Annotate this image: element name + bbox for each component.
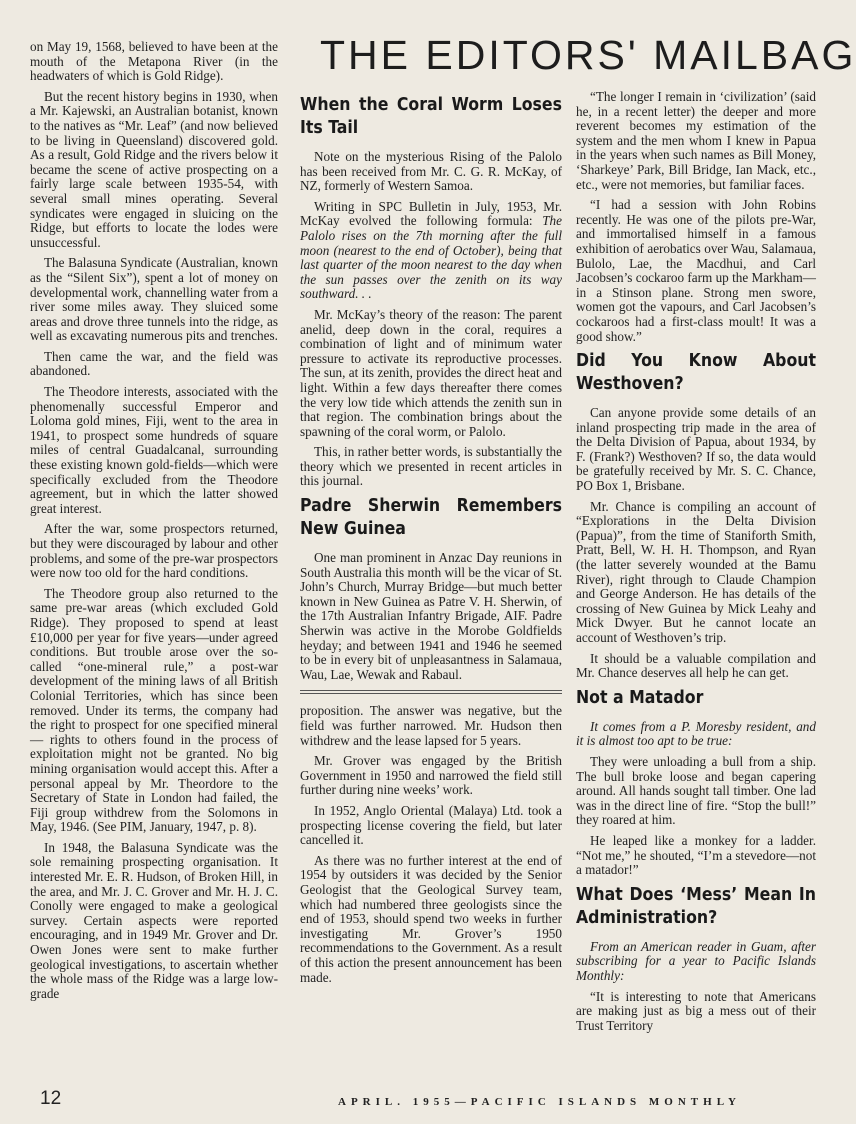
masthead-title: THE EDITORS' MAILBAG — [320, 32, 856, 78]
paragraph: From an American reader in Guam, after subscribing for a year to Pacific Islands Monthly: — [576, 938, 816, 983]
paragraph: on May 19, 1568, believed to have been at the mouth of the Metapona River (in the headwaters of which is Gold Ridge). — [30, 39, 278, 84]
paragraph: The Theodore interests, associated with the phenomenally successful Emperor and Loloma gold mines, Fiji, went to the area in 1941, to prospect some hundreds of square miles of central Guadalcanal, surrounding these existing known gold-fields—which were specifically excluded from the Theodore agreement, but in which the latter showed great interest. — [30, 384, 278, 516]
column-right — [576, 90, 816, 1039]
paragraph: As there was no further interest at the end of 1954 by outsiders it was decided by the Senior Geologist that the Geological Survey team, which had numbered three geologists since the end of 1953, should spend two weeks in further investigating Mr. Grover’s 1950 recommendations to the Government. As a result of this action the present announcement has been made. — [300, 852, 562, 985]
article-heading-padre-sherwin: Padre Sherwin Remembers New Guinea — [300, 496, 562, 540]
paragraph: The Balasuna Syndicate (Australian, known as the “Silent Six”), spent a lot of money on developmental work, channelling water from a river some miles away. They sluiced some areas and drove three tunnels into the ridge, as well as excavating numerous pits and trenches. — [30, 255, 278, 344]
paragraph: But the recent history begins in 1930, when a Mr. Kajewski, an Australian botanist, known to the natives as “Mr. Leaf” (and now believed to be living in Queensland) discovered gold. As a result, Gold Ridge and the rivers below it became the scene of active prospecting on a fairly large scale between 1935-54, with several small mines operating. Several syndicates were engaged in sluicing on the Ridge, but efforts to locate the lodes were unsuccessful. — [30, 88, 278, 250]
article-heading-coral-worm: When the Coral Worm Loses Its Tail — [300, 95, 562, 138]
paragraph: “It is interesting to note that Americans are making just as big a mess out of their Trust Territory — [576, 988, 816, 1033]
running-footer: APRIL. 1955—PACIFIC ISLANDS MONTHLY — [338, 1096, 741, 1108]
paragraph: He leaped like a monkey for a ladder. “Not me,” he shouted, “I’m a stevedore—not a matador!” — [576, 832, 816, 878]
paragraph: They were unloading a bull from a ship. The bull broke loose and began capering around. All hands sought tall timber. One lad was in the direct line of fire. “Stop the bull!” they roared at him. — [576, 753, 816, 828]
paragraph-text: Writing in SPC Bulletin in July, 1953, Mr. McKay evolved the following formula: — [300, 198, 562, 229]
paragraph: After the war, some prospectors returned, but they were discouraged by labour and other problems, and some of the pre-war prospectors were now too old for the hard conditions. — [30, 521, 278, 581]
section-divider — [300, 690, 562, 694]
paragraph: proposition. The answer was negative, but the field was further narrowed. Mr. Hudson then withdrew and the lease lapsed for 5 years. — [300, 703, 562, 748]
formula-text: The Palolo rises on the 7th morning after the full moon (nearest to the end of October), being that last quarter of the moon nearest to the day when the sun passes over the zenith on its way southward. . . — [300, 213, 562, 302]
article-heading-matador: Not a Matador — [576, 687, 704, 708]
article-heading-mess: What Does ‘Mess’ Mean In Administration? — [576, 884, 816, 928]
paragraph: “The longer I remain in ‘civilization’ (said he, in a recent letter) the deeper and more reverent becomes my estimation of the system and the men whom I knew in Papua in the years when such names as Bill Money, ‘Sharkeye’ Park, Bill Bridge, Ian Mack, etc., etc., were not memories, but familiar faces. — [576, 89, 816, 192]
paragraph: The Theodore group also returned to the same pre-war areas (which excluded Gold Ridge). They proposed to spend at least £10,000 per year for five years—under agreed conditions. But trouble arose over the so-called “one-mineral rule,” a post-war development of the mining laws of all British Colonial Territories, which has since been removed. Under its terms, the company had the right to prospect for one specified mineral — rights to others found in the process of exploitation might not be granted. No big mining organisation would accept this. After a personal appeal by Mr. Theordore to the Secretary of State in London had failed, the Fiji group withdrew from the Solomons in May, 1946. (See PIM, January, 1947, p. 8). — [30, 585, 278, 835]
page-number: 12 — [40, 1088, 62, 1109]
column-left — [30, 40, 278, 1007]
paragraph: It should be a valuable compilation and Mr. Chance deserves all help he can get. — [576, 650, 816, 681]
column-middle — [300, 90, 562, 991]
paragraph: Mr. Chance is compiling an account of “Explorations in the Delta Division (Papua)”, from the time of Staniforth Smith, Pratt, Bell, W. H. H. Thompson, and Ryan (the latter severely wounded at the Bamu River), right through to Claude Champion and George Anderson. He has details of the crossing of New Guinea by Mick Leahy and Mick Dwyer. But he cannot locate an account of Westhoven’s trip. — [576, 498, 816, 645]
paragraph: In 1952, Anglo Oriental (Malaya) Ltd. took a prospecting license covering the field, but later cancelled it. — [300, 802, 562, 848]
paragraph: One man prominent in Anzac Day reunions in South Australia this month will be the vicar of St. John’s Church, Murray Bridge—but much better known in New Guinea as Patre V. H. Sherwin, of the 17th Australian Infantry Brigade, AIF. Padre Sherwin was active in the Morobe Goldfields heyday; and between 1941 and 1946 he seemed to be in every bit of unpleasantness in Salamaua, Wau, Lae, Wewak and Rabaul. — [300, 550, 562, 682]
paragraph: It comes from a P. Moresby resident, and it is almost too apt to be true: — [576, 718, 816, 749]
paragraph: Can anyone provide some details of an inland prospecting trip made in the area of the Delta Division of Papua, about 1934, by F. (Frank?) Westhoven? If so, the data would be gratefully received by Mr. S. C. Chance, PO Box 1, Brisbane. — [576, 405, 816, 494]
paragraph: In 1948, the Balasuna Syndicate was the sole remaining prospecting organisation. It interested Mr. E. R. Hudson, of Broken Hill, in the area, and Mr. J. C. Grover and Mr. H. J. C. Conolly were engaged to make a geological survey. Certain aspects were reported encouraging, and in 1949 Mr. Grover and Dr. Owen Jones were sent to make further geological investigations, to ascertain whether the whole mass of the Ridge was a large low-grade — [30, 839, 278, 1001]
paragraph: Mr. Grover was engaged by the British Government in 1950 and narrowed the field still further during nine weeks’ work. — [300, 753, 562, 798]
paragraph: Note on the mysterious Rising of the Palolo has been received from Mr. C. G. R. McKay, of NZ, formerly of Western Samoa. — [300, 149, 562, 194]
paragraph: “I had a session with John Robins recently. He was one of the pilots pre-War, and immortalised himself in a famous exhibition of aerobatics over Wau, Salamaua, Bulolo, Lae, the Macdhui, and Carl Jacobsen’s cockaroo farm up the Markham—in a Stinson plane. Strong men swore, women got the vapours, and Carl Jacobsen’s cockaroos had a first-class moult! It was a good show.” — [576, 197, 816, 344]
paragraph — [300, 200, 562, 302]
paragraph: This, in rather better words, is substantially the theory which we presented in recent articles in this journal. — [300, 444, 562, 489]
paragraph: Then came the war, and the field was abandoned. — [30, 348, 278, 379]
article-heading-westhoven: Did You Know About Westhoven? — [576, 351, 816, 395]
paragraph: Mr. McKay’s theory of the reason: The parent anelid, deep down in the coral, requires a combination of light and of minimum water pressure to activate its reproductive processes. The sun, at its zenith, provides the direct heat and light. Within a few days thereafter there comes the very low tide which attends the zenith sun in that region. The combination brings about the spawning of the coral worm, or Palolo. — [300, 306, 562, 439]
